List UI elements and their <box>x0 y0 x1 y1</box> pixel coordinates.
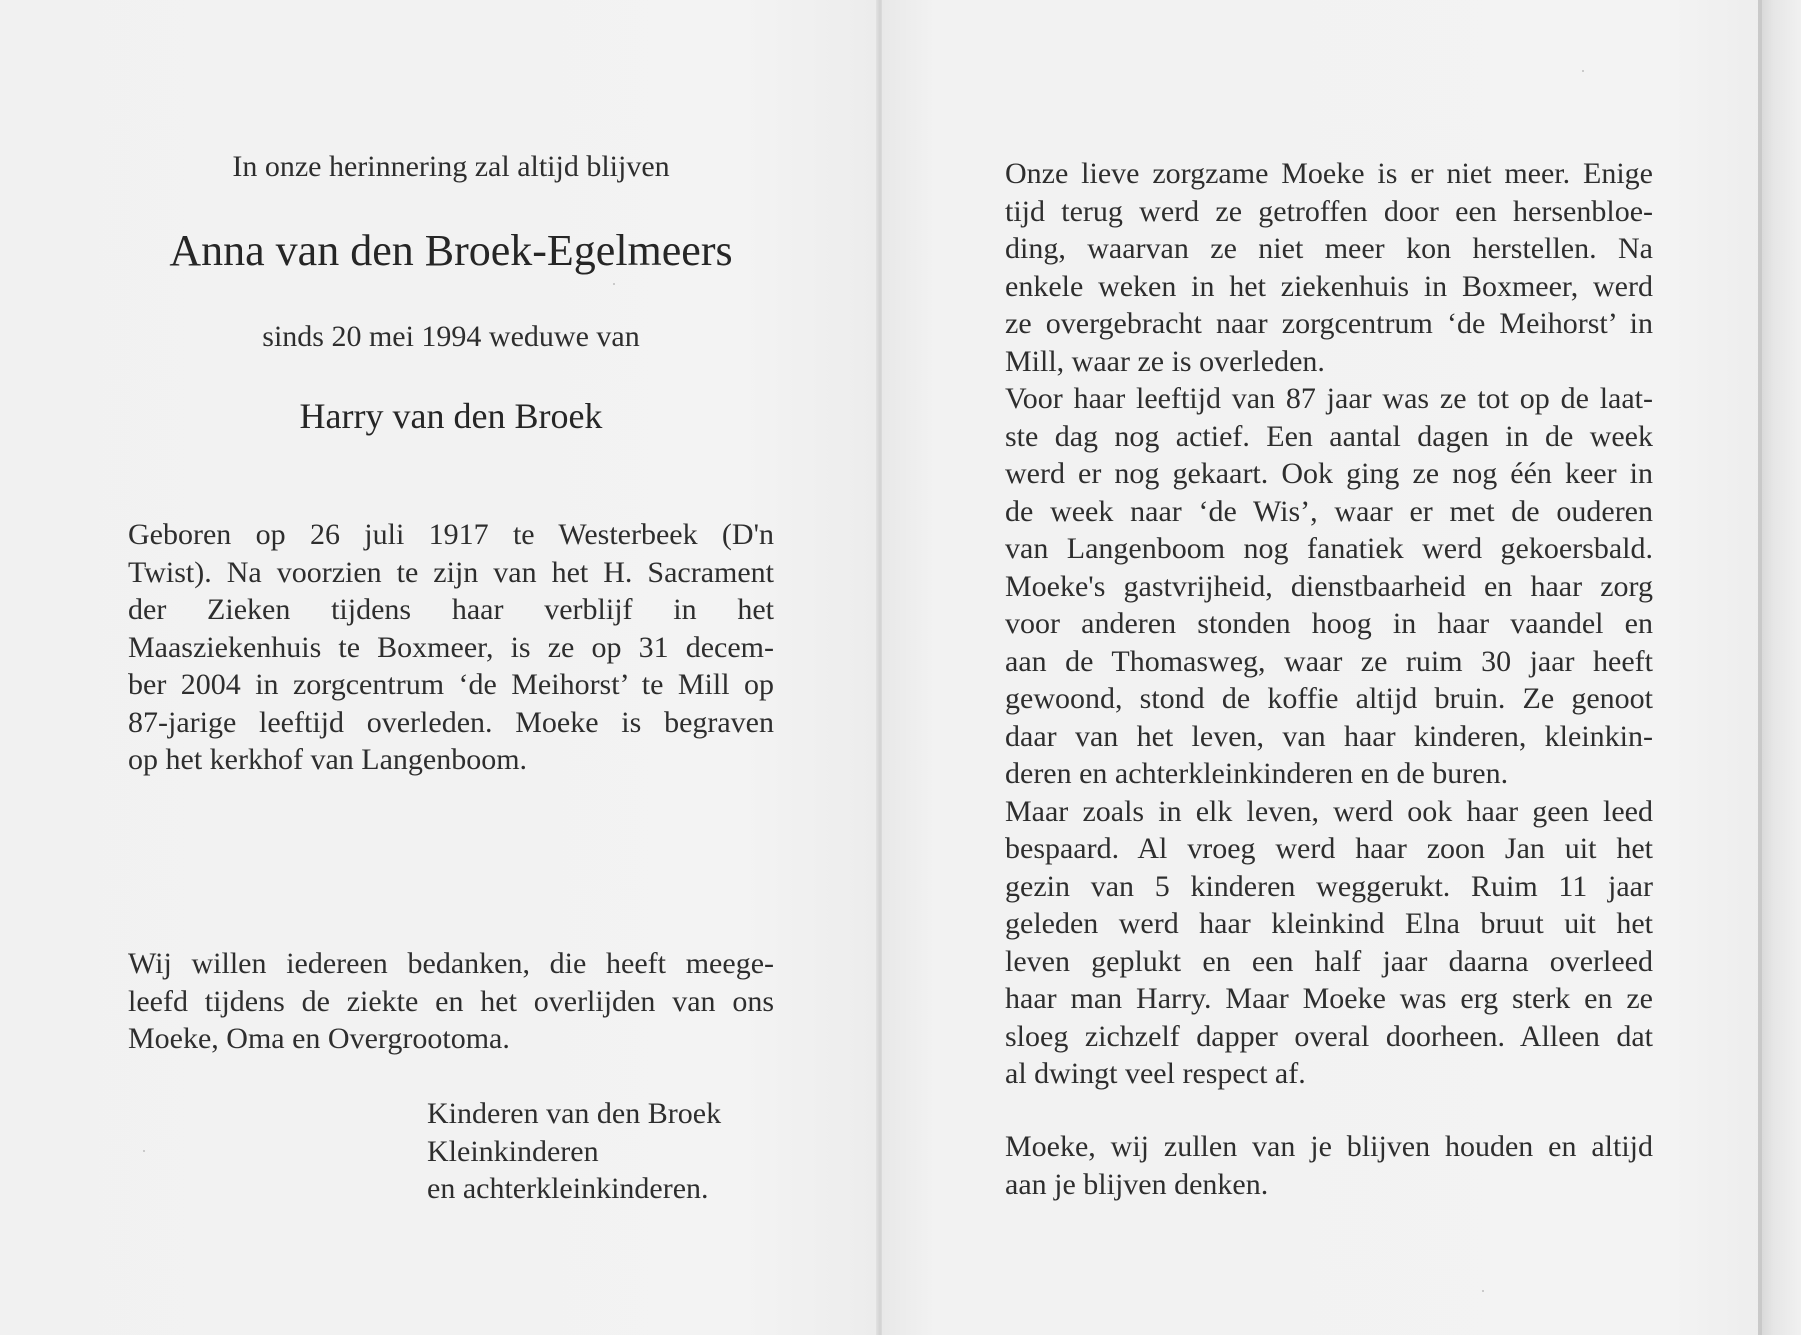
life-story-line: van Langenboom nog fanatiek werd gekoersbald. <box>1005 532 1653 565</box>
biography-paragraph <box>128 516 774 779</box>
biography-line: 87-jarige leeftijd overleden. Moeke is begraven <box>128 705 774 739</box>
left-page <box>0 0 878 1335</box>
life-story-paragraph <box>1005 155 1653 1093</box>
life-story-line: Onze lieve zorgzame Moeke is er niet meer. Enige <box>1005 157 1653 190</box>
life-story-line: tijd terug werd ze getroffen door een hersenbloe- <box>1005 194 1653 228</box>
life-story-line: Mill, waar ze is overleden. <box>1005 344 1325 378</box>
life-story-line: ding, waarvan ze niet meer kon herstellen. Na <box>1005 232 1653 265</box>
life-story-line: ste dag nog actief. Een aantal dagen in de week <box>1005 419 1653 453</box>
biography-line: op het kerkhof van Langenboom. <box>128 743 528 776</box>
life-story-line: Maar zoals in elk leven, werd ook haar geen leed <box>1005 794 1653 828</box>
thanks-line: Moeke, Oma en Overgrootoma. <box>128 1022 510 1055</box>
life-story-line: leven geplukt en een half jaar daarna overleed <box>1005 944 1653 978</box>
life-story-line: daar van het leven, van haar kinderen, kleinkin- <box>1005 719 1653 753</box>
life-story-line: enkele weken in het ziekenhuis in Boxmeer, werd <box>1005 269 1653 303</box>
life-story-line: gewoond, stond de koffie altijd bruin. Ze genoot <box>1005 682 1653 715</box>
closing-line: aan je blijven denken. <box>1005 1167 1269 1201</box>
life-story-line: sloeg zichzelf dapper overal doorheen. Alleen dat <box>1005 1019 1653 1053</box>
biography-line: Geboren op 26 juli 1917 te Westerbeek (D'n <box>128 518 774 551</box>
card-back-edge <box>1762 0 1801 1335</box>
life-story-line: Moeke's gastvrijheid, dienstbaarheid en haar zorg <box>1005 569 1653 603</box>
life-story-line: haar man Harry. Maar Moeke was erg sterk en ze <box>1005 982 1653 1015</box>
biography-line: der Zieken tijdens haar verblijf in het <box>128 593 774 626</box>
paper-speck <box>1582 70 1584 72</box>
life-story-line: Voor haar leeftijd van 87 jaar was ze tot op de laat- <box>1005 382 1653 415</box>
closing-paragraph <box>1005 1128 1653 1203</box>
biography-line: ber 2004 in zorgcentrum ‘de Meihorst’ te Mill op <box>128 668 774 701</box>
life-story-line: al dwingt veel respect af. <box>1005 1057 1306 1090</box>
thanks-paragraph <box>128 945 774 1058</box>
thanks-line: Wij willen iedereen bedanken, die heeft meege- <box>128 947 774 980</box>
life-story-line: aan de Thomasweg, waar ze ruim 30 jaar heeft <box>1005 644 1653 678</box>
signature-line: en achterkleinkinderen. <box>427 1172 709 1205</box>
signature-line: Kleinkinderen <box>427 1134 599 1168</box>
life-story-line: ze overgebracht naar zorgcentrum ‘de Meihorst’ in <box>1005 307 1653 340</box>
paper-speck <box>143 1150 145 1152</box>
life-story-line: werd er nog gekaart. Ook ging ze nog één keer in <box>1005 457 1653 490</box>
biography-line: Maasziekenhuis te Boxmeer, is ze op 31 decem- <box>128 630 774 664</box>
life-story-line: de week naar ‘de Wis’, waar er met de ouderen <box>1005 494 1653 528</box>
paper-speck <box>1482 1290 1484 1292</box>
husband-name: Harry van den Broek <box>299 396 603 436</box>
deceased-name: Anna van den Broek-Egelmeers <box>169 226 733 275</box>
signature-line: Kinderen van den Broek <box>427 1097 722 1130</box>
life-story-line: voor anderen stonden hoog in haar vaandel en <box>1005 607 1653 640</box>
closing-line: Moeke, wij zullen van je blijven houden en altijd <box>1005 1130 1653 1163</box>
life-story-line: geleden werd haar kleinkind Elna bruut uit het <box>1005 907 1653 940</box>
widow-line: sinds 20 mei 1994 weduwe van <box>262 320 640 353</box>
life-story-line: gezin van 5 kinderen weggerukt. Ruim 11 jaar <box>1005 869 1653 903</box>
signature-block <box>427 1095 721 1208</box>
memory-line: In onze herinnering zal altijd blijven <box>232 150 670 183</box>
life-story-line: bespaard. Al vroeg werd haar zoon Jan uit het <box>1005 832 1653 865</box>
paper-speck <box>613 283 615 285</box>
life-story-line: deren en achterkleinkinderen en de buren. <box>1005 757 1509 790</box>
biography-line: Twist). Na voorzien te zijn van het H. Sacrament <box>128 555 774 589</box>
thanks-line: leefd tijdens de ziekte en het overlijden van ons <box>128 984 774 1018</box>
